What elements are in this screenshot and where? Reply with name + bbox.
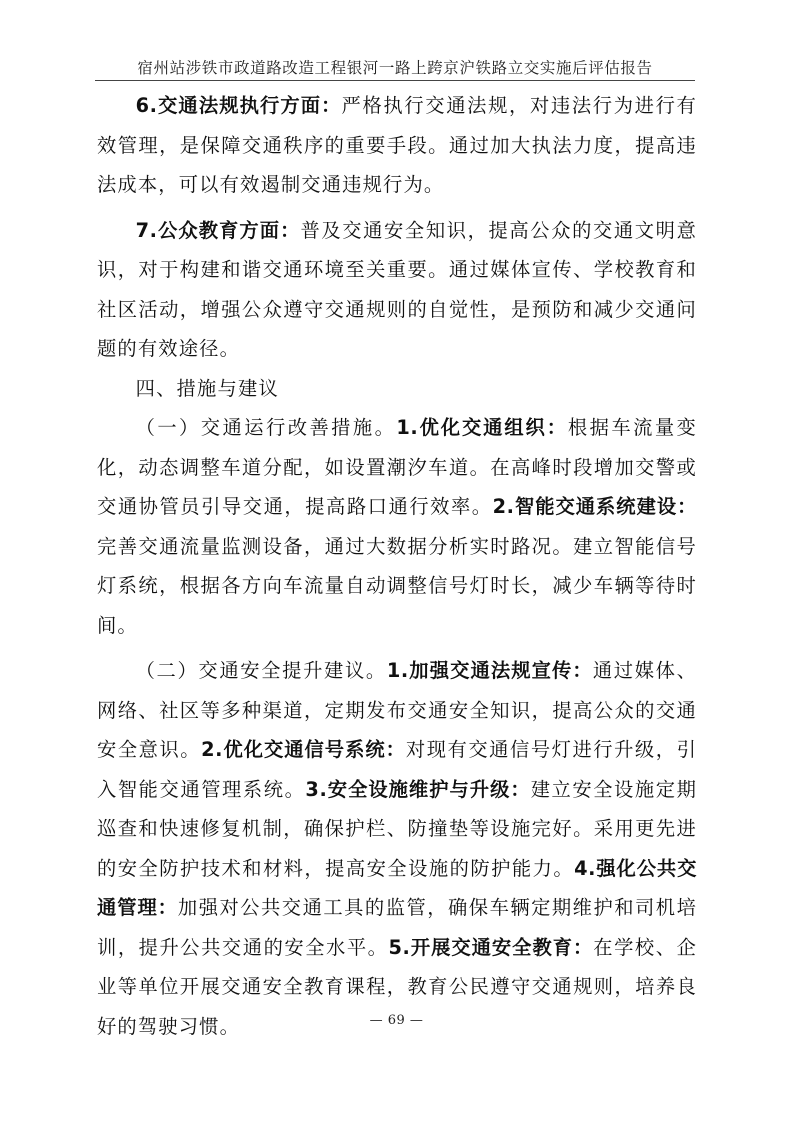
section-heading: 四、措施与建议 xyxy=(135,376,279,400)
paragraph-label: 6.交通法规执行方面： xyxy=(135,94,342,117)
paragraph-text: 普及交通安全知识，提高公众的交通文明意识，对于构建和谐交通环境至关重要。通过媒体宣传、学校教育和社区活动，增强公众遵守交通规则的自觉性，是预防和减少交通问题的有效途径。 xyxy=(97,218,698,360)
measure-label: 5.开展交通安全教育： xyxy=(388,935,594,959)
paragraph-traffic-law-enforcement xyxy=(97,86,697,205)
measure-intro: （一）交通运行改善措施。 xyxy=(135,416,397,439)
page-body xyxy=(97,86,697,1046)
measure-label: 4.强化公共交通管理： xyxy=(97,856,697,919)
measure-text: 建立安全设施定期巡查和快速修复机制，确保护栏、防撞垫等设施完好。采用更先进的安全防护技术和材料，提高安全设施的防护能力。 xyxy=(97,777,698,880)
measure-text: 在学校、企业等单位开展交通安全教育课程，教育公民遵守交通规则，培养良好的驾驶习惯。 xyxy=(97,935,697,1038)
measure-text: 对现有交通信号灯进行升级，引入智能交通管理系统。 xyxy=(97,738,697,801)
paragraph-public-education xyxy=(97,211,697,369)
measure-text: 完善交通流量监测设备，通过大数据分析实时路况。建立智能信号灯系统，根据各方向车流量自动调整信号灯时长，减少车辆等待时间。 xyxy=(97,534,697,637)
paragraph-label: 7.公众教育方面： xyxy=(135,218,301,242)
measure-text: 通过媒体、网络、社区等多种渠道，定期发布交通安全知识，提高公众的交通安全意识。 xyxy=(97,659,697,761)
measure-label: 3.安全设施维护与升级： xyxy=(305,777,531,801)
measure-label: 1.优化交通组织： xyxy=(396,416,568,439)
measure-text: 加强对公共交通工具的监管，确保车辆定期维护和司机培训，提升公共交通的安全水平。 xyxy=(97,896,698,959)
paragraph-text: 严格执行交通法规，对违法行为进行有效管理，是保障交通秩序的重要手段。通过加大执法力度，提高违法成本，可以有效遏制交通违规行为。 xyxy=(97,94,697,196)
measure-label: 2.优化交通信号系统： xyxy=(201,738,406,761)
running-header xyxy=(95,58,695,81)
header-title: 宿州站涉铁市政道路改造工程银河一路上跨京沪铁路立交实施后评估报告 xyxy=(137,59,653,77)
paragraph-traffic-safety-suggestions xyxy=(97,651,697,1046)
measure-intro: （二）交通安全提升建议。 xyxy=(135,659,387,682)
measure-text: 根据车流量变化，动态调整车道分配，如设置潮汐车道。在高峰时段增加交警或交通协管员引导交通，提高路口通行效率。 xyxy=(97,416,697,518)
measure-label: 2.智能交通系统建设： xyxy=(492,495,697,518)
measure-label: 1.加强交通法规宣传： xyxy=(386,659,593,682)
page-number: — 69 — xyxy=(369,1013,424,1028)
paragraph-traffic-operation-measures xyxy=(97,408,697,645)
